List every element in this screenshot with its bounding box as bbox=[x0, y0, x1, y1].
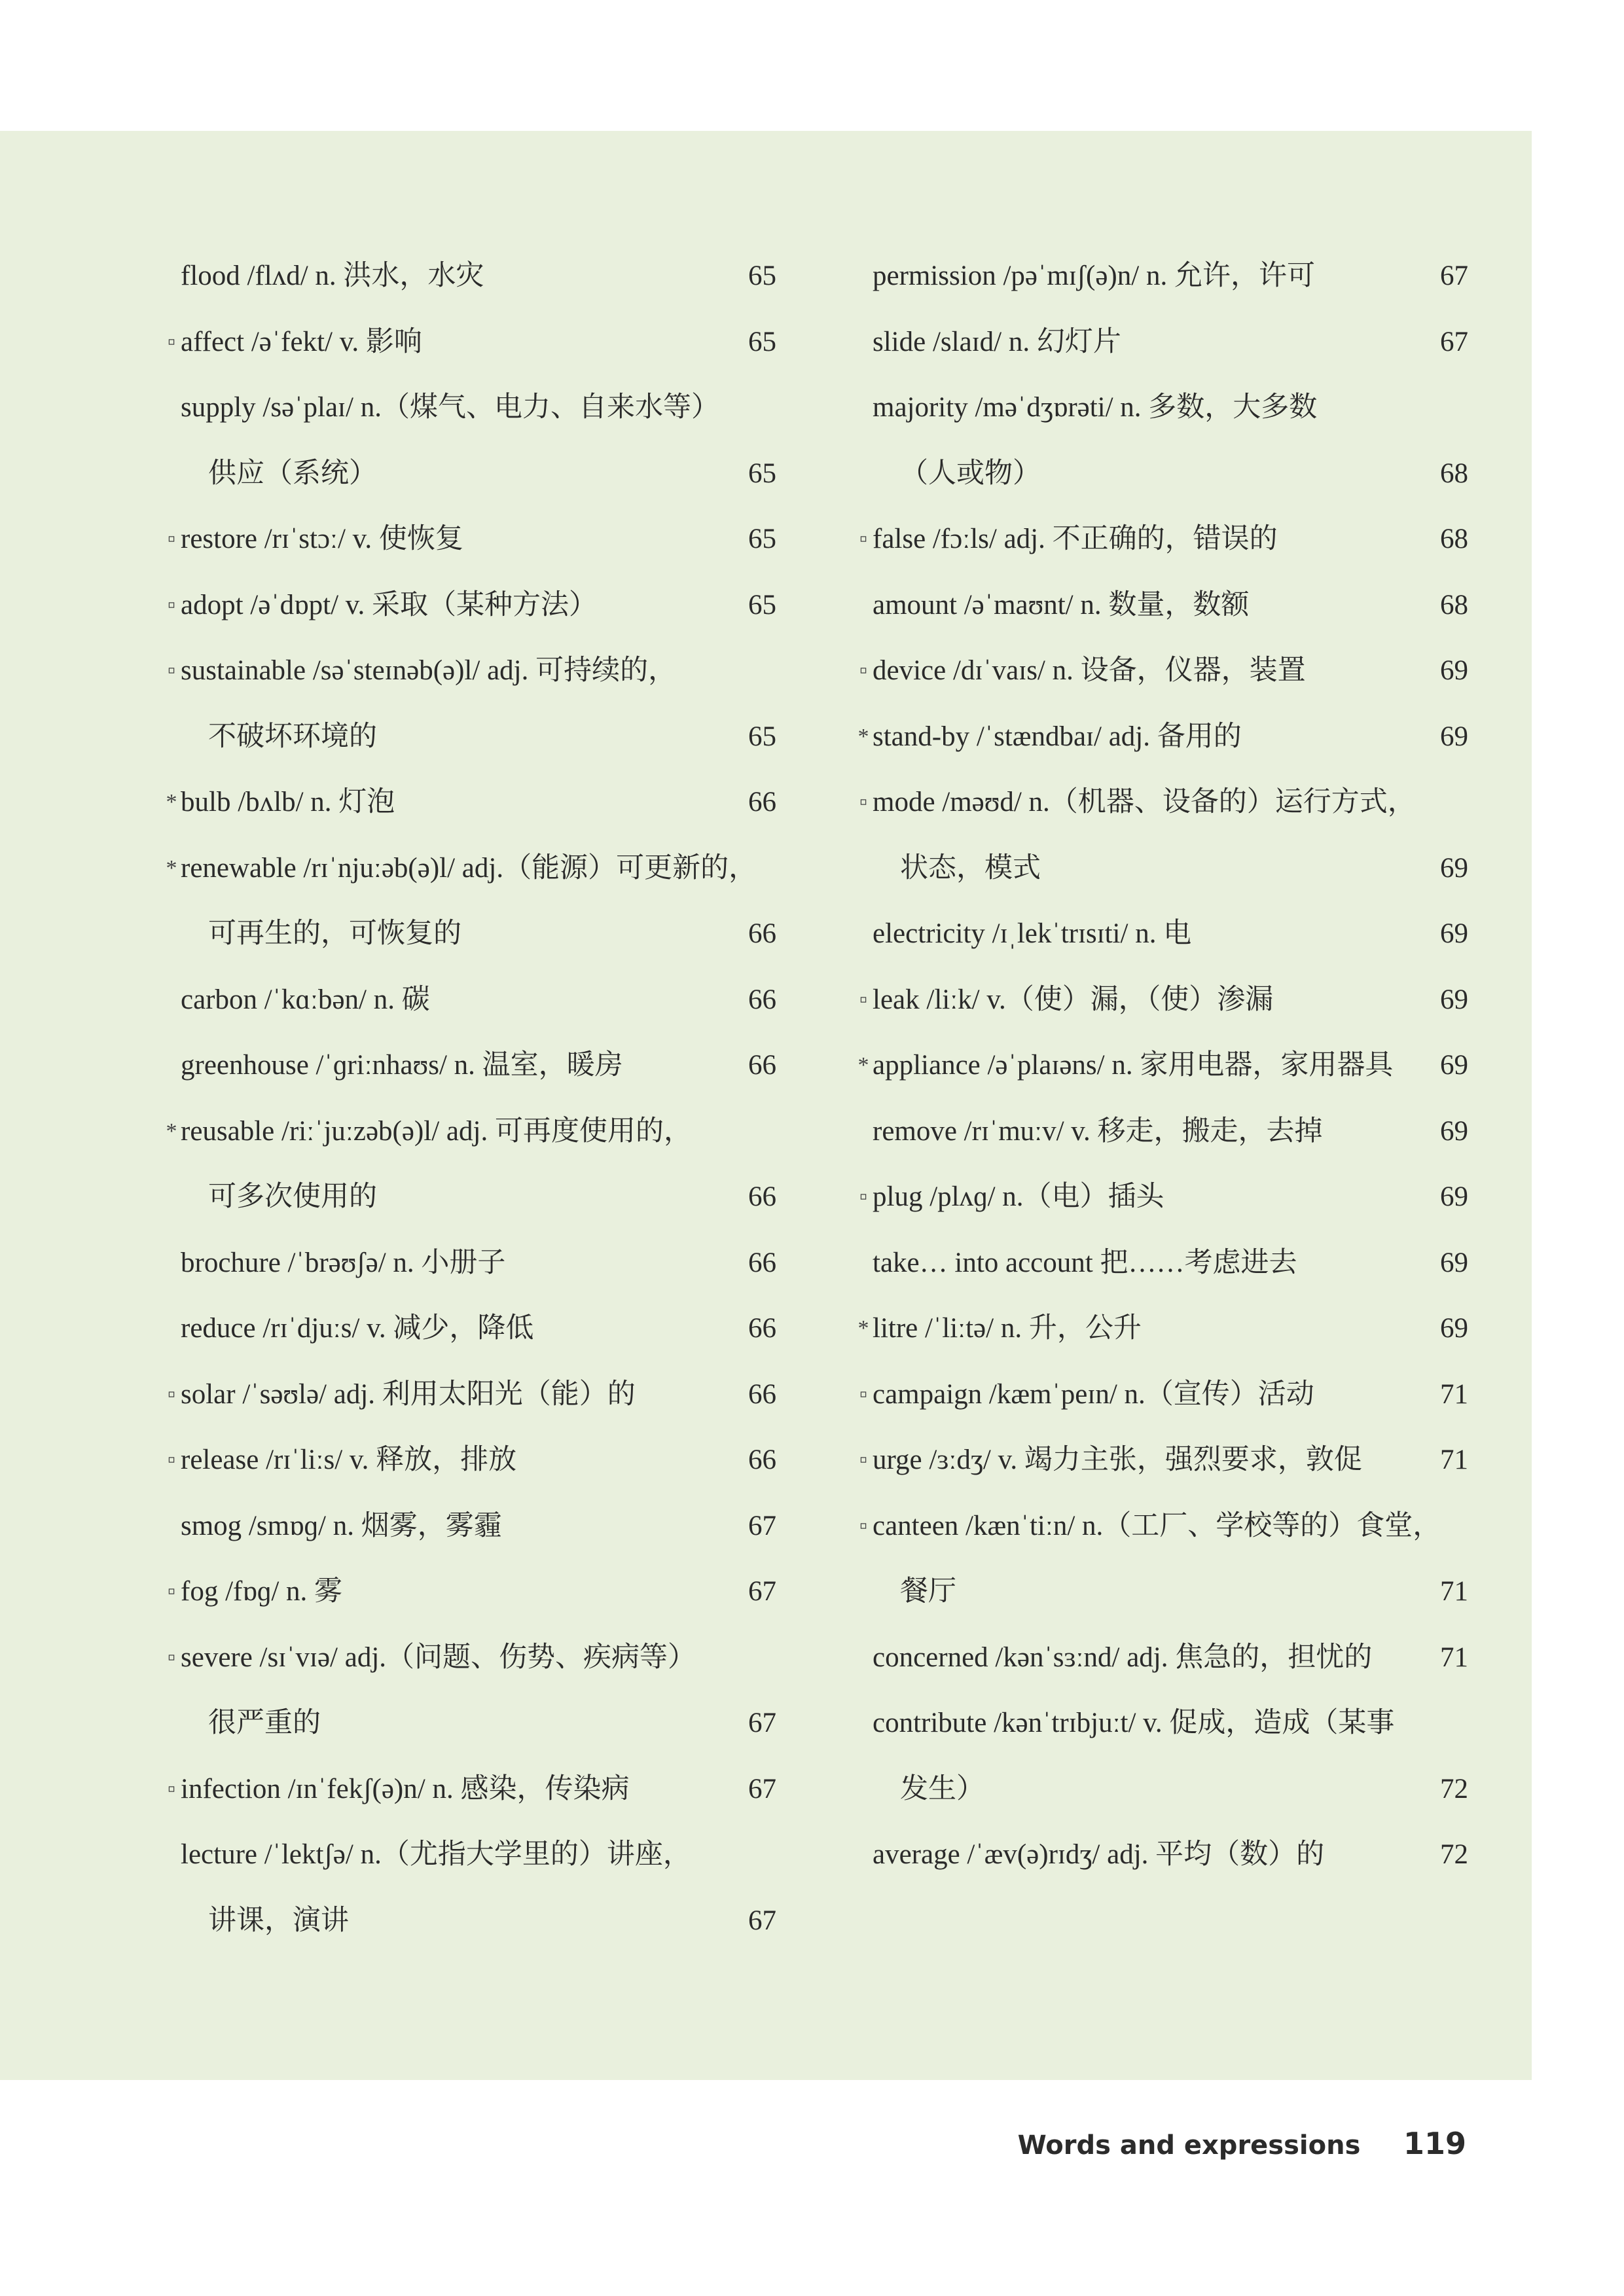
vocab-entry-text: take… into account 把……考虑进去 bbox=[873, 1247, 1297, 1278]
square-marker-icon: ▫ bbox=[167, 1448, 176, 1472]
square-marker-icon: ▫ bbox=[167, 527, 176, 551]
vocab-page-ref: 69 bbox=[1440, 1313, 1468, 1344]
vocab-entry-text: campaign /kæmˈpeɪn/ n.（宣传）活动 bbox=[873, 1378, 1314, 1410]
vocab-page-ref: 66 bbox=[748, 1378, 776, 1410]
vocab-entry-text: carbon /ˈkɑːbən/ n. 碳 bbox=[181, 984, 430, 1015]
square-marker-icon: ▫ bbox=[167, 1579, 176, 1604]
vocab-entry-text: greenhouse /ˈɡriːnhaʊs/ n. 温室，暖房 bbox=[181, 1050, 623, 1081]
vocab-entry-continuation bbox=[161, 1691, 776, 1757]
vocab-entry-text: litre /ˈliːtə/ n. 升，公升 bbox=[873, 1313, 1142, 1344]
square-marker-icon: ▫ bbox=[859, 790, 868, 814]
square-marker-icon: ▫ bbox=[859, 987, 868, 1012]
vocab-entry-text: restore /rɪˈstɔː/ v. 使恢复 bbox=[181, 524, 463, 554]
square-marker-icon: ▫ bbox=[859, 1513, 868, 1538]
vocab-entry-text: fog /fɒɡ/ n. 雾 bbox=[181, 1576, 343, 1607]
vocab-entry-text: stand-by /ˈstændbaɪ/ adj. 备用的 bbox=[873, 721, 1242, 752]
vocab-entry bbox=[853, 1164, 1468, 1230]
square-marker-icon: ▫ bbox=[167, 1776, 176, 1801]
vocab-entry bbox=[161, 507, 776, 573]
vocab-page-ref: 67 bbox=[748, 1905, 776, 1936]
vocab-entry-text: 可再生的，可恢复的 bbox=[208, 918, 461, 949]
vocab-entry-text: infection /ɪnˈfekʃ(ə)n/ n. 感染，传染病 bbox=[181, 1773, 630, 1804]
vocab-entry-text: （人或物） bbox=[900, 457, 1041, 489]
vocab-entry-continuation bbox=[853, 1757, 1468, 1823]
vocab-page-ref: 69 bbox=[1440, 1181, 1468, 1212]
square-marker-icon: ▫ bbox=[167, 1645, 176, 1670]
vocab-entry bbox=[853, 1099, 1468, 1165]
vocab-entry-text: adopt /əˈdɒpt/ v. 采取（某种方法） bbox=[181, 589, 597, 620]
square-marker-icon: ▫ bbox=[167, 658, 176, 683]
vocab-entry bbox=[853, 1427, 1468, 1494]
vocab-entry-text: average /ˈæv(ə)rɪdʒ/ adj. 平均（数）的 bbox=[873, 1839, 1325, 1870]
vocab-entry bbox=[853, 770, 1468, 836]
vocab-entry-text: electricity /ɪˌlekˈtrɪsɪti/ n. 电 bbox=[873, 918, 1192, 949]
vocab-entry-text: 讲课，演讲 bbox=[208, 1905, 349, 1936]
vocab-page-ref: 67 bbox=[748, 1773, 776, 1804]
vocab-entry bbox=[161, 967, 776, 1033]
vocab-entry-text: bulb /bʌlb/ n. 灯泡 bbox=[181, 787, 395, 817]
vocab-entry bbox=[853, 375, 1468, 441]
vocab-entry-text: appliance /əˈplaɪəns/ n. 家用电器，家用器具 bbox=[873, 1050, 1394, 1081]
vocab-entry-text: flood /flʌd/ n. 洪水，水灾 bbox=[181, 260, 484, 291]
vocab-entry-text: contribute /kənˈtrɪbjuːt/ v. 促成，造成（某事 bbox=[873, 1708, 1395, 1738]
vocab-entry bbox=[853, 704, 1468, 770]
asterisk-marker-icon: * bbox=[166, 855, 177, 880]
vocab-page-ref: 69 bbox=[1440, 721, 1468, 752]
vocab-page-ref: 69 bbox=[1440, 984, 1468, 1015]
vocab-page-ref: 71 bbox=[1440, 1641, 1468, 1673]
vocab-entry-text: concerned /kənˈsɜːnd/ adj. 焦急的，担忧的 bbox=[873, 1641, 1373, 1673]
vocab-entry bbox=[853, 638, 1468, 704]
vocab-entry-continuation bbox=[161, 441, 776, 507]
vocab-entry bbox=[853, 573, 1468, 639]
vocab-page-ref: 65 bbox=[748, 524, 776, 554]
vocab-entry bbox=[161, 1099, 776, 1165]
square-marker-icon: ▫ bbox=[859, 658, 868, 683]
vocab-entry bbox=[161, 1033, 776, 1099]
vocab-entry-text: 餐厅 bbox=[900, 1576, 956, 1607]
vocab-entry-text: 供应（系统） bbox=[208, 457, 377, 489]
vocab-page-ref: 67 bbox=[748, 1576, 776, 1607]
vocab-entry bbox=[853, 901, 1468, 967]
vocab-entry-text: slide /slaɪd/ n. 幻灯片 bbox=[873, 326, 1121, 357]
vocab-entry-text: leak /liːk/ v.（使）漏，（使）渗漏 bbox=[873, 984, 1274, 1015]
vocab-entry-text: affect /əˈfekt/ v. 影响 bbox=[181, 326, 422, 357]
vocab-entry bbox=[161, 1362, 776, 1428]
vocab-page-ref: 66 bbox=[748, 918, 776, 949]
vocab-page-ref: 69 bbox=[1440, 655, 1468, 686]
vocab-page-ref: 71 bbox=[1440, 1378, 1468, 1410]
vocab-entry bbox=[853, 1296, 1468, 1362]
vocab-entry-text: majority /məˈdʒɒrəti/ n. 多数，大多数 bbox=[873, 392, 1318, 423]
vocab-entry-continuation bbox=[853, 836, 1468, 902]
vocab-page-ref: 67 bbox=[1440, 326, 1468, 357]
square-marker-icon: ▫ bbox=[859, 1448, 868, 1472]
square-marker-icon: ▫ bbox=[167, 329, 176, 354]
vocab-entry-text: amount /əˈmaʊnt/ n. 数量，数额 bbox=[873, 589, 1250, 620]
vocab-entry-text: smog /smɒɡ/ n. 烟雾，雾霾 bbox=[181, 1510, 502, 1541]
vocab-entry-text: release /rɪˈliːs/ v. 释放，排放 bbox=[181, 1444, 517, 1475]
square-marker-icon: ▫ bbox=[167, 592, 176, 617]
vocab-entry-text: mode /məʊd/ n.（机器、设备的）运行方式， bbox=[873, 787, 1416, 817]
vocab-page-ref: 66 bbox=[748, 787, 776, 817]
vocab-page-ref: 65 bbox=[748, 326, 776, 357]
vocab-entry bbox=[161, 1230, 776, 1297]
page-number: 119 bbox=[1403, 2126, 1466, 2161]
vocab-entry bbox=[161, 1494, 776, 1560]
vocab-page-ref: 69 bbox=[1440, 852, 1468, 884]
vocab-entry-text: solar /ˈsəʊlə/ adj. 利用太阳光（能）的 bbox=[181, 1378, 636, 1410]
asterisk-marker-icon: * bbox=[857, 1316, 869, 1340]
vocab-page-ref: 68 bbox=[1440, 524, 1468, 554]
vocabulary-column-left bbox=[161, 243, 776, 1954]
vocab-entry bbox=[853, 243, 1468, 310]
vocab-entry bbox=[161, 1625, 776, 1691]
page-footer bbox=[982, 2126, 1466, 2161]
vocab-entry bbox=[161, 836, 776, 902]
square-marker-icon: ▫ bbox=[859, 1382, 868, 1407]
vocab-entry-continuation bbox=[161, 901, 776, 967]
vocab-entry bbox=[853, 1625, 1468, 1691]
vocab-entry bbox=[853, 1494, 1468, 1560]
vocab-page-ref: 67 bbox=[1440, 260, 1468, 291]
vocab-entry bbox=[161, 1559, 776, 1625]
vocab-entry bbox=[853, 1691, 1468, 1757]
vocab-entry bbox=[161, 1822, 776, 1888]
vocab-page-ref: 65 bbox=[748, 457, 776, 489]
vocab-page-ref: 72 bbox=[1440, 1773, 1468, 1804]
asterisk-marker-icon: * bbox=[857, 724, 869, 749]
vocab-entry-text: brochure /ˈbrəʊʃə/ n. 小册子 bbox=[181, 1247, 506, 1278]
vocab-entry-continuation bbox=[853, 441, 1468, 507]
vocab-entry bbox=[161, 1757, 776, 1823]
vocab-entry-text: 可多次使用的 bbox=[208, 1181, 377, 1212]
square-marker-icon: ▫ bbox=[859, 527, 868, 551]
vocab-entry-continuation bbox=[161, 704, 776, 770]
vocab-page-ref: 71 bbox=[1440, 1576, 1468, 1607]
square-marker-icon: ▫ bbox=[859, 1185, 868, 1209]
vocab-entry bbox=[161, 1427, 776, 1494]
vocab-entry-continuation bbox=[161, 1888, 776, 1954]
vocab-page-ref: 66 bbox=[748, 1050, 776, 1081]
vocab-entry-text: canteen /kænˈtiːn/ n.（工厂、学校等的）食堂， bbox=[873, 1510, 1441, 1541]
vocab-entry bbox=[161, 310, 776, 376]
vocab-entry bbox=[161, 638, 776, 704]
vocab-entry bbox=[853, 967, 1468, 1033]
vocab-entry bbox=[161, 770, 776, 836]
vocab-page-ref: 65 bbox=[748, 589, 776, 620]
vocab-page-ref: 66 bbox=[748, 1181, 776, 1212]
vocab-page-ref: 69 bbox=[1440, 1050, 1468, 1081]
vocab-page-ref: 69 bbox=[1440, 1115, 1468, 1147]
vocab-entry bbox=[853, 507, 1468, 573]
vocab-page-ref: 65 bbox=[748, 260, 776, 291]
vocab-entry-text: 不破坏环境的 bbox=[208, 721, 377, 752]
asterisk-marker-icon: * bbox=[857, 1053, 869, 1077]
vocab-entry-text: device /dɪˈvaɪs/ n. 设备，仪器，装置 bbox=[873, 655, 1306, 686]
vocab-page-ref: 66 bbox=[748, 1247, 776, 1278]
vocab-entry bbox=[161, 243, 776, 310]
vocab-entry-text: supply /səˈplaɪ/ n.（煤气、电力、自来水等） bbox=[181, 392, 719, 423]
vocabulary-column-right bbox=[853, 243, 1468, 1888]
vocab-entry bbox=[853, 1822, 1468, 1888]
vocab-page-ref: 68 bbox=[1440, 589, 1468, 620]
vocab-page-ref: 69 bbox=[1440, 1247, 1468, 1278]
vocab-entry-text: 很严重的 bbox=[208, 1708, 321, 1738]
asterisk-marker-icon: * bbox=[166, 790, 177, 814]
vocab-entry bbox=[853, 1033, 1468, 1099]
vocab-entry bbox=[853, 310, 1468, 376]
vocab-entry bbox=[161, 1296, 776, 1362]
vocab-entry-text: remove /rɪˈmuːv/ v. 移走，搬走，去掉 bbox=[873, 1115, 1323, 1147]
vocab-page-ref: 68 bbox=[1440, 457, 1468, 489]
square-marker-icon: ▫ bbox=[167, 1382, 176, 1407]
vocab-page-ref: 67 bbox=[748, 1708, 776, 1738]
vocab-entry bbox=[161, 375, 776, 441]
vocab-entry-text: reduce /rɪˈdjuːs/ v. 减少，降低 bbox=[181, 1313, 534, 1344]
vocab-entry-text: urge /ɜːdʒ/ v. 竭力主张，强烈要求，敦促 bbox=[873, 1444, 1362, 1475]
vocab-entry bbox=[161, 573, 776, 639]
vocab-entry-text: lecture /ˈlektʃə/ n.（尤指大学里的）讲座， bbox=[181, 1839, 691, 1870]
vocab-page-ref: 66 bbox=[748, 984, 776, 1015]
vocab-page-ref: 66 bbox=[748, 1313, 776, 1344]
vocab-page-ref: 66 bbox=[748, 1444, 776, 1475]
vocab-page-ref: 69 bbox=[1440, 918, 1468, 949]
vocab-entry-text: plug /plʌɡ/ n.（电）插头 bbox=[873, 1181, 1164, 1212]
vocab-entry-text: reusable /riːˈjuːzəb(ə)l/ adj. 可再度使用的， bbox=[181, 1115, 692, 1147]
vocab-page-ref: 67 bbox=[748, 1510, 776, 1541]
vocab-entry bbox=[853, 1362, 1468, 1428]
vocab-entry-text: renewable /rɪˈnjuːəb(ə)l/ adj.（能源）可更新的， bbox=[181, 852, 757, 884]
vocab-entry-text: false /fɔːls/ adj. 不正确的，错误的 bbox=[873, 524, 1278, 554]
vocab-page-ref: 71 bbox=[1440, 1444, 1468, 1475]
vocab-entry-text: 状态，模式 bbox=[900, 852, 1041, 884]
vocab-entry-text: sustainable /səˈsteɪnəb(ə)l/ adj. 可持续的， bbox=[181, 655, 677, 686]
footer-section-title: Words and expressions bbox=[1017, 2130, 1361, 2161]
vocab-entry-text: severe /sɪˈvɪə/ adj.（问题、伤势、疾病等） bbox=[181, 1641, 696, 1673]
asterisk-marker-icon: * bbox=[166, 1119, 177, 1143]
vocab-entry bbox=[853, 1230, 1468, 1297]
vocab-entry-continuation bbox=[853, 1559, 1468, 1625]
vocab-entry-text: 发生） bbox=[900, 1773, 984, 1804]
vocab-entry-continuation bbox=[161, 1164, 776, 1230]
vocab-entry-text: permission /pəˈmɪʃ(ə)n/ n. 允许，许可 bbox=[873, 260, 1315, 291]
vocab-page-ref: 72 bbox=[1440, 1839, 1468, 1870]
vocab-page-ref: 65 bbox=[748, 721, 776, 752]
